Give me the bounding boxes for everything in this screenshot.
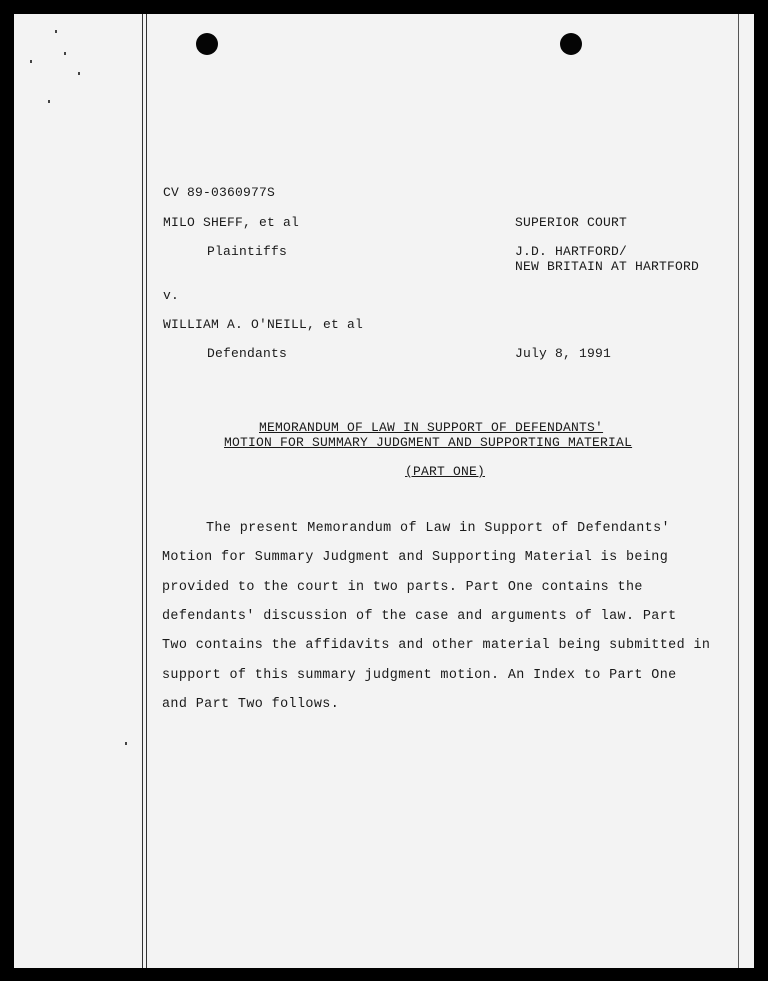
scan-speck bbox=[64, 52, 66, 55]
body-line-5: Two contains the affidavits and other material being submitted in bbox=[162, 638, 711, 653]
body-line-2: Motion for Summary Judgment and Supporting Material is being bbox=[162, 550, 669, 565]
scan-speck bbox=[78, 72, 80, 75]
scan-speck bbox=[30, 60, 32, 63]
versus: v. bbox=[163, 288, 180, 303]
plaintiff-name: MILO SHEFF, et al bbox=[163, 215, 300, 230]
body-line-6: support of this summary judgment motion. An Index to Part One bbox=[162, 668, 677, 683]
district-line-1: J.D. HARTFORD/ bbox=[515, 244, 628, 259]
punch-hole-left bbox=[196, 33, 218, 55]
punch-hole-right bbox=[560, 33, 582, 55]
body-line-3: provided to the court in two parts. Part One contains the bbox=[162, 580, 643, 595]
scan-speck bbox=[55, 30, 57, 33]
body-line-1: The present Memorandum of Law in Support of Defendants' bbox=[206, 521, 670, 536]
body-line-7: and Part Two follows. bbox=[162, 697, 340, 712]
district-line-2: NEW BRITAIN AT HARTFORD bbox=[515, 259, 700, 274]
docket-number: CV 89-0360977S bbox=[163, 185, 276, 200]
margin-rule-left-1 bbox=[142, 14, 143, 968]
margin-rule-right bbox=[738, 14, 739, 968]
title-line-2: MOTION FOR SUMMARY JUDGMENT AND SUPPORTING MATERIAL bbox=[224, 435, 633, 450]
plaintiff-role: Plaintiffs bbox=[207, 244, 288, 259]
margin-rule-left-2 bbox=[146, 14, 147, 968]
scan-speck bbox=[48, 100, 50, 103]
body-line-4: defendants' discussion of the case and arguments of law. Part bbox=[162, 609, 677, 624]
title-line-1: MEMORANDUM OF LAW IN SUPPORT OF DEFENDANTS' bbox=[259, 420, 604, 435]
defendant-name: WILLIAM A. O'NEILL, et al bbox=[163, 317, 364, 332]
title-part: (PART ONE) bbox=[405, 464, 486, 479]
scan-speck bbox=[125, 742, 127, 745]
defendant-role: Defendants bbox=[207, 346, 288, 361]
court-name: SUPERIOR COURT bbox=[515, 215, 628, 230]
document-page bbox=[14, 14, 754, 968]
filing-date: July 8, 1991 bbox=[515, 346, 612, 361]
